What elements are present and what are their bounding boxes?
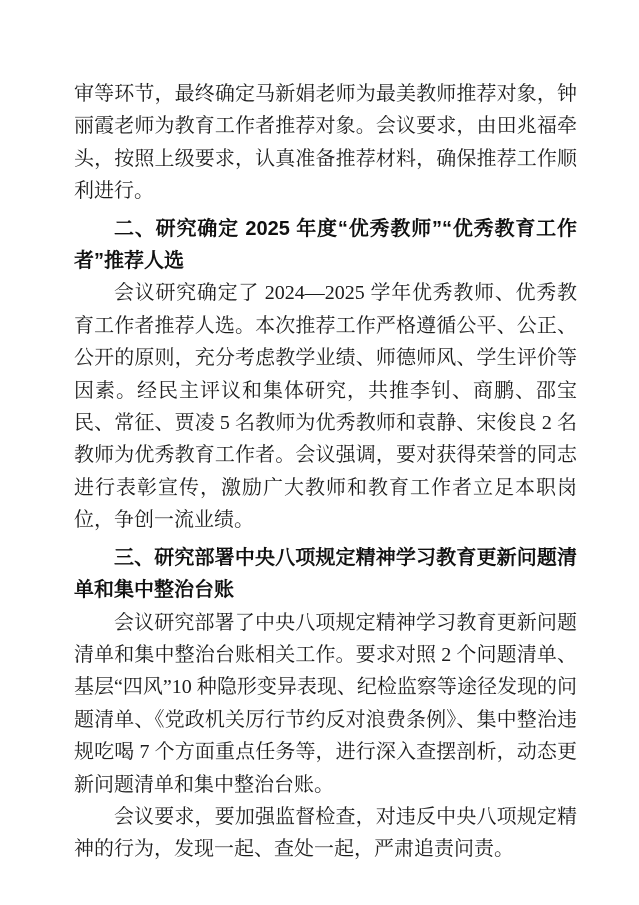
body-paragraph: 会议研究部署了中央八项规定精神学习教育更新问题清单和集中整治台账相关工作。要求对照 2 个问题清单、基层“四风”10 种隐形变异表现、纪检监察等途径发现的问题清单、《党政机关厉行节约反对浪费条例》、集中整治违规吃喝 7 个方面重点任务等，进行深入查摆剖析，动态更新问题清单和集中整治台账。	[74, 611, 577, 796]
document-body	[74, 78, 577, 866]
body-paragraph: 审等环节，最终确定马新娟老师为最美教师推荐对象，钟丽霞老师为教育工作者推荐对象。会议要求，由田兆福牵头，按照上级要求，认真准备推荐材料，确保推荐工作顺利进行。	[74, 83, 577, 203]
section-heading: 三、研究部署中央八项规定精神学习教育更新问题清单和集中整治台账	[74, 546, 577, 602]
body-paragraph: 会议要求，要加强监督检查，对违反中央八项规定精神的行为，发现一起、查处一起，严肃追责问责。	[74, 805, 577, 861]
body-paragraph: 会议研究确定了 2024—2025 学年优秀教师、优秀教育工作者推荐人选。本次推荐工作严格遵循公平、公正、公开的原则，充分考虑教学业绩、师德师风、学生评价等因素。经民主评议和集体研究，共推李钊、商鹏、邵宝民、常征、贾凌 5 名教师为优秀教师和袁静、宋俊良 2 名教师为优秀教育工作者。会议强调，要对获得荣誉的同志进行表彰宣传，激励广大教师和教育工作者立足本职岗位，争创一流业绩。	[74, 282, 577, 532]
section-heading: 二、研究确定 2025 年度“优秀教师”“优秀教育工作者”推荐人选	[74, 217, 577, 273]
